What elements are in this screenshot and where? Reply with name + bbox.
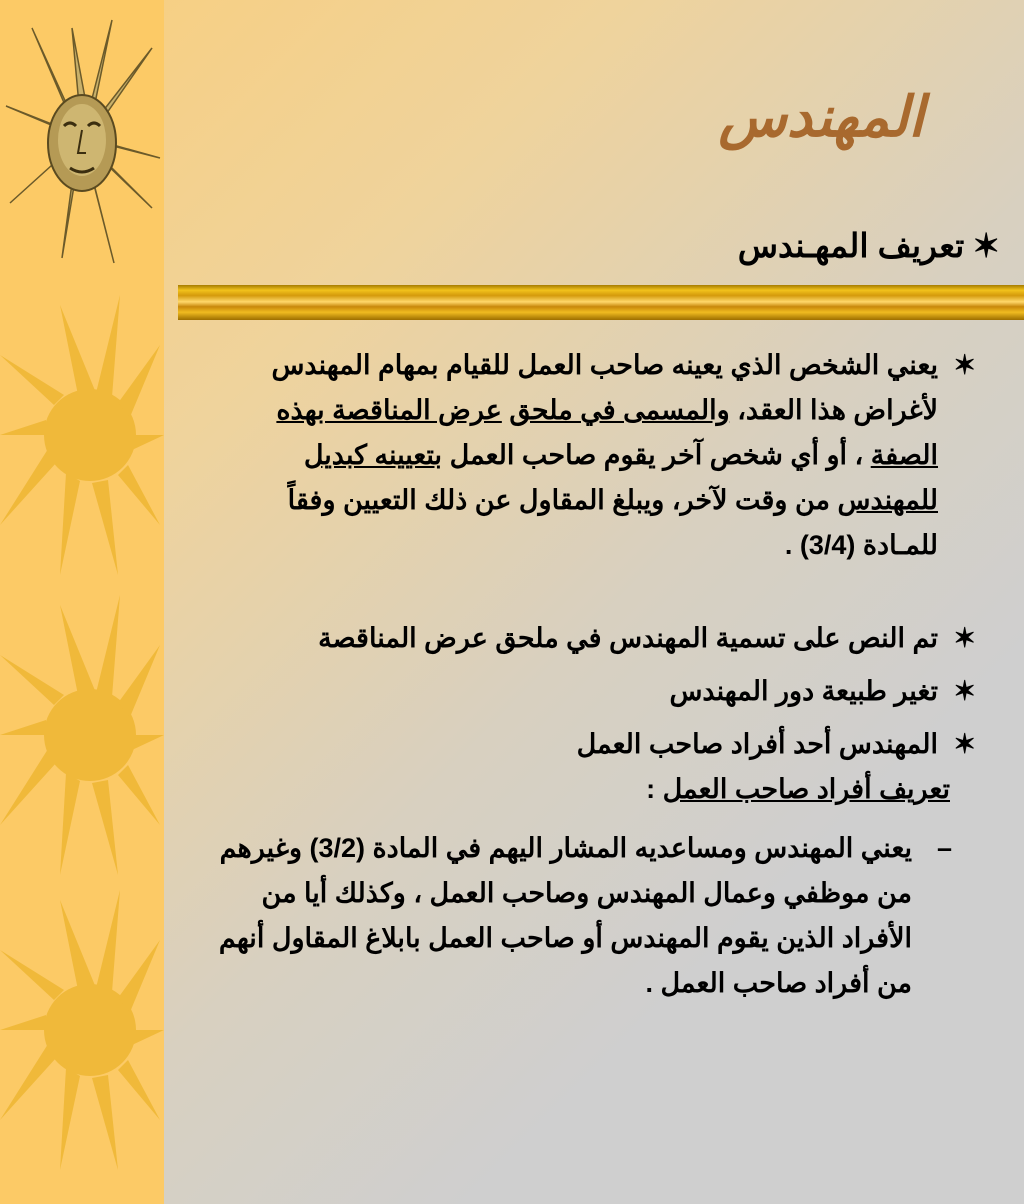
employer-personnel-text: يعني المهندس ومساعديه المشار اليهم في المادة (3/2) وغيرهم من موظفي وعمال المهندس وصاحب العمل ، وكذلك أيا من الأفراد الذين يقوم المهندس أو صاحب العمل بابلاغ المقاول أنهم من أفراد صاحب العمل . xyxy=(218,833,912,998)
employer-personnel-definition xyxy=(186,826,976,1006)
sun-face-emblem-icon xyxy=(2,8,162,268)
star-bullet-icon: ✶ xyxy=(953,729,976,759)
slide-title: المهندس xyxy=(718,84,924,150)
star-bullet-icon: ✶ xyxy=(972,227,1000,264)
list-item xyxy=(186,612,976,665)
employer-personnel-heading xyxy=(646,774,950,805)
section-heading-text: تعريف المهـندس xyxy=(737,227,965,264)
star-bullet-icon: ✶ xyxy=(953,623,976,653)
definition-paragraph xyxy=(246,343,976,568)
sun-icon xyxy=(0,880,164,1180)
engineer-definition xyxy=(246,343,976,568)
sun-icon xyxy=(0,285,164,585)
star-bullet-icon: ✶ xyxy=(953,350,976,380)
definition-text-part3: من وقت لآخر، ويبلغ المقاول عن ذلك التعيين وفقاً للمـادة (3/4) . xyxy=(287,485,938,560)
list-item-text: المهندس أحد أفراد صاحب العمل xyxy=(576,729,938,759)
left-decorative-strip xyxy=(0,0,164,1204)
gold-divider-bar xyxy=(178,285,1024,320)
definition-underlined-1: والمسمى في ملحق xyxy=(509,395,730,425)
dash-paragraph xyxy=(186,826,976,1006)
section-heading xyxy=(738,226,1000,265)
key-points-list xyxy=(186,612,976,771)
definition-underlined-3: بتعيينه كبديل للمهندس xyxy=(303,440,938,515)
star-bullet-icon: ✶ xyxy=(953,676,976,706)
list-item-text: تغير طبيعة دور المهندس xyxy=(669,676,938,706)
definition-text-part1: يعني الشخص الذي يعينه صاحب العمل للقيام بمهام المهندس لأغراض هذا العقد، xyxy=(271,350,938,425)
dash-bullet-icon: – xyxy=(936,833,952,863)
employer-personnel-heading-suffix: : xyxy=(646,774,663,804)
list-item-text: تم النص على تسمية المهندس في ملحق عرض المناقصة xyxy=(318,623,938,653)
definition-underlined-2: عرض المناقصة بهذه الصفة xyxy=(276,395,938,470)
employer-personnel-heading-label: تعريف أفراد صاحب العمل xyxy=(662,774,950,804)
sun-icon xyxy=(0,585,164,885)
definition-text-part2: ، أو أي شخص آخر يقوم صاحب العمل xyxy=(449,440,871,470)
list-item xyxy=(186,665,976,718)
list-item xyxy=(186,718,976,771)
